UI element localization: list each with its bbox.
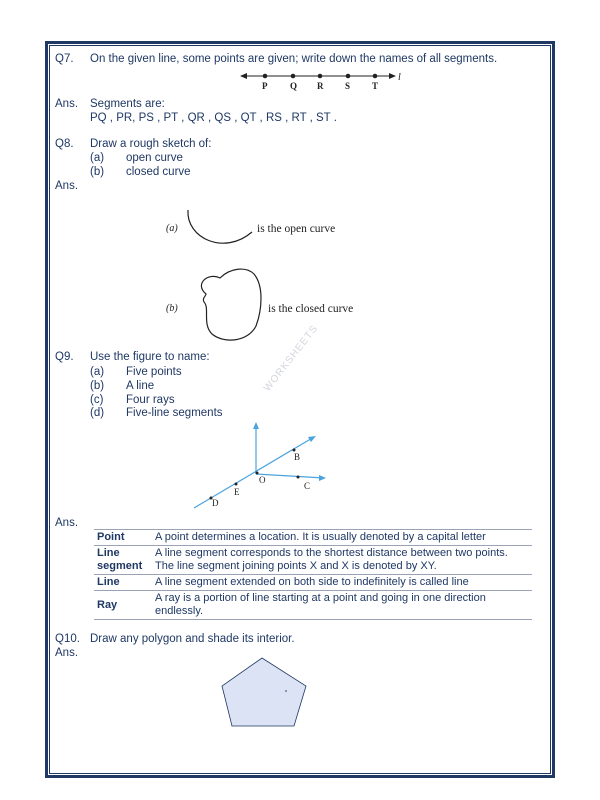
q7-label-t: T [372, 81, 379, 91]
table-row [94, 575, 532, 591]
definition-cell: A point determines a location. It is usually denoted by a capital letter [152, 530, 532, 546]
q7-label-r: R [317, 81, 324, 91]
q7-label-q: Q [290, 81, 298, 91]
q8-option-b-text: closed curve [126, 166, 191, 178]
q7-number: Q7. [55, 53, 74, 65]
q9-option-d-mark: (d) [90, 407, 105, 419]
q9-question: Use the figure to name: [90, 351, 210, 363]
open-curve-figure [184, 204, 256, 250]
q9-option-a-text: Five points [126, 366, 182, 378]
q9-option-c-text: Four rays [126, 394, 175, 406]
q8-fig-a-mark: (a) [166, 223, 178, 234]
shaded-pentagon [218, 656, 318, 730]
q9-option-c-mark: (c) [90, 394, 104, 406]
fig-label-o: O [259, 475, 266, 485]
q7-point-r [318, 74, 323, 79]
q7-point-s [346, 74, 351, 79]
q9-option-a-mark: (a) [90, 366, 105, 378]
table-row [94, 546, 532, 575]
fig-point-c [297, 476, 300, 479]
q10-question: Draw any polygon and shade its interior. [90, 633, 295, 645]
q8-option-a-text: open curve [126, 152, 183, 164]
q10-ans-label: Ans. [55, 647, 79, 659]
fig-label-e: E [234, 487, 240, 497]
q7-ans-list: PQ , PR, PS , PT , QR , QS , QT , RS , RT , ST . [90, 112, 337, 124]
definition-cell: A line segment extended on both side to indefinitely is called line [152, 575, 532, 591]
fig-label-c: C [304, 481, 311, 491]
q7-point-p [263, 74, 268, 79]
watermark-text: WORKSHEETS [262, 323, 321, 394]
q9-option-d-text: Five-line segments [126, 407, 223, 419]
q7-question: On the given line, some points are given; write down the names of all segments. [90, 53, 498, 65]
q7-label-s: S [345, 81, 351, 91]
q7-line-label: l [398, 72, 401, 83]
q7-ans-label: Ans. [55, 98, 79, 110]
term-cell: Line segment [94, 546, 152, 575]
table-row [94, 591, 532, 620]
fig-label-d: D [212, 498, 219, 508]
q8-fig-b-caption: is the closed curve [268, 303, 354, 315]
q9-ans-label: Ans. [55, 517, 79, 529]
fig-point-e [235, 483, 238, 486]
q9-option-b-text: A line [126, 380, 155, 392]
q8-fig-b-mark: (b) [166, 303, 178, 314]
q10-number: Q10. [55, 633, 80, 645]
q7-point-t [373, 74, 378, 79]
q8-fig-a-caption: is the open curve [257, 223, 336, 235]
definition-cell: A line segment corresponds to the shortest distance between two points. The line segment joining points X and X is denoted by XY. [152, 546, 532, 575]
q8-number: Q8. [55, 138, 74, 150]
closed-curve-figure [184, 264, 264, 346]
definition-cell: A ray is a portion of line starting at a point and going in one direction endlessly. [152, 591, 532, 620]
table-row [94, 530, 532, 546]
q9-number: Q9. [55, 351, 74, 363]
q7-label-p: P [262, 81, 268, 91]
q9-option-b-mark: (b) [90, 380, 105, 392]
term-cell: Ray [94, 591, 152, 620]
term-cell: Line [94, 575, 152, 591]
q7-point-q [291, 74, 296, 79]
q8-option-b-mark: (b) [90, 166, 105, 178]
term-cell: Point [94, 530, 152, 546]
q8-option-a-mark: (a) [90, 152, 105, 164]
definitions-table [94, 529, 532, 620]
fig-label-b: B [294, 452, 301, 462]
q8-question: Draw a rough sketch of: [90, 138, 212, 150]
q7-ans-intro: Segments are: [90, 98, 165, 110]
q8-ans-label: Ans. [55, 180, 79, 192]
